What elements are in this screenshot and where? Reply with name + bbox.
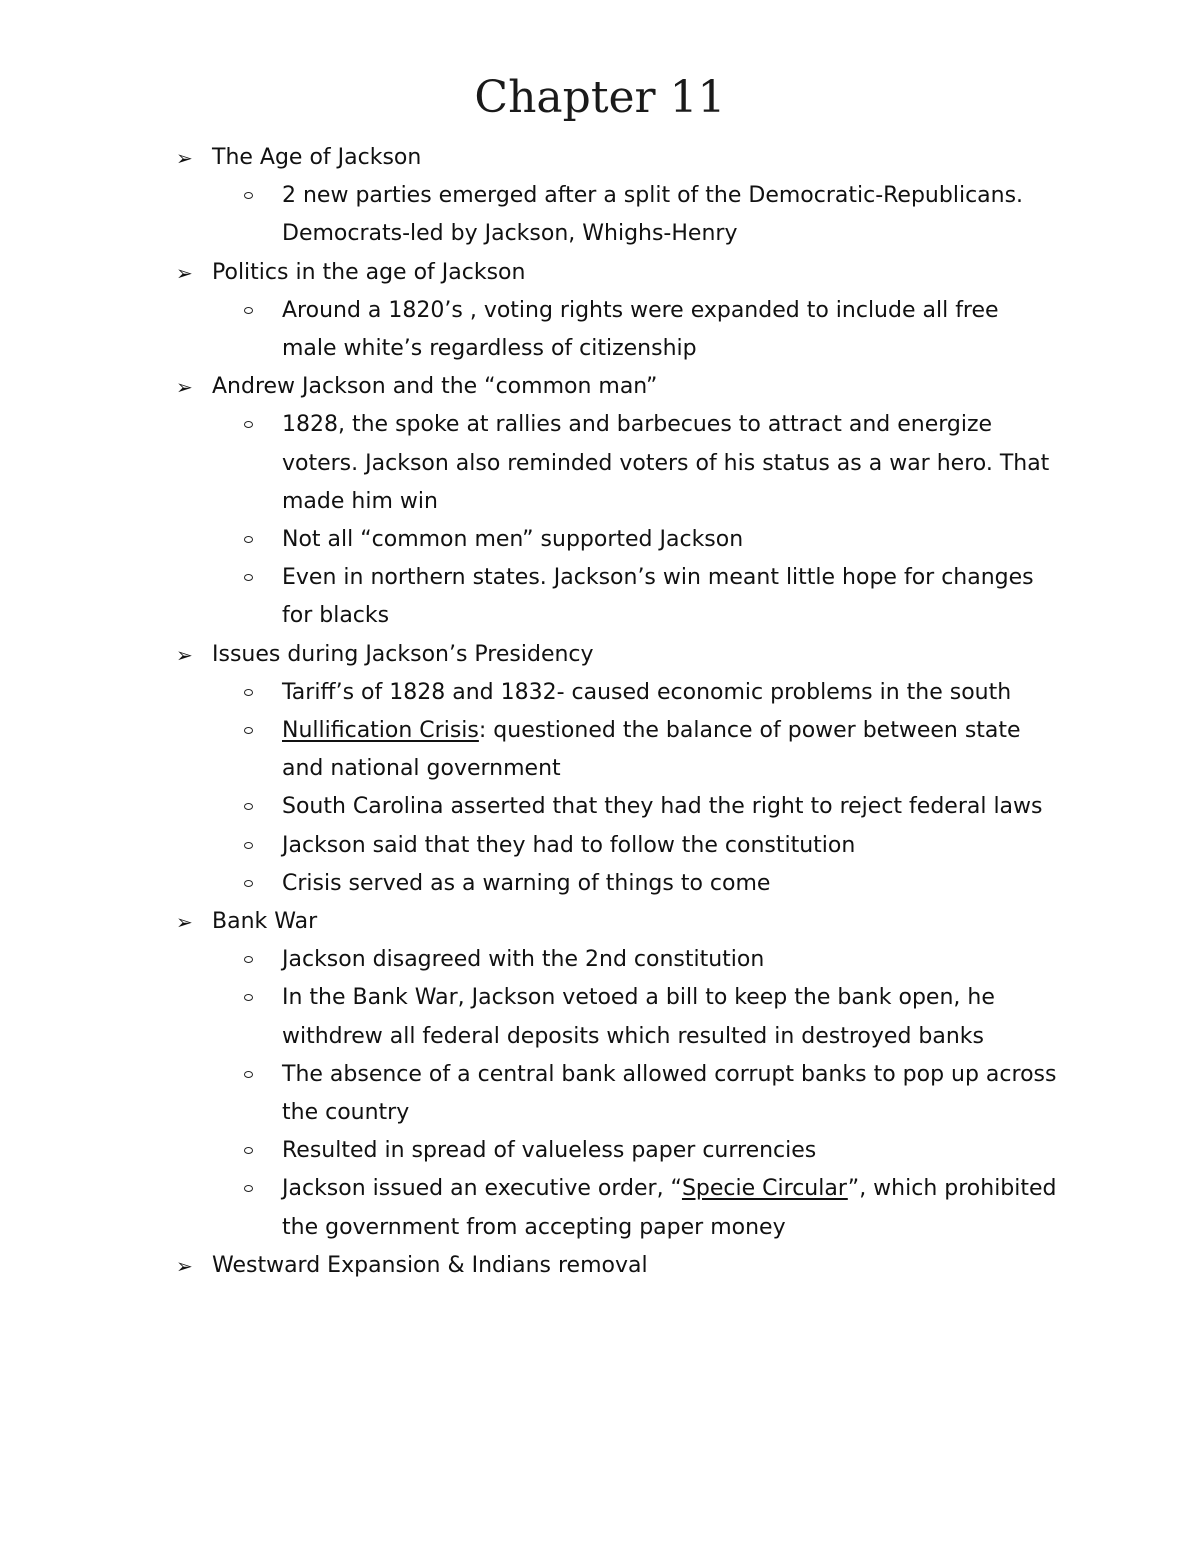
sub-point-list bbox=[212, 292, 1200, 368]
sub-point-text: In the Bank War, Jackson vetoed a bill to keep the bank open, he withdrew all federal deposits which resulted in destroyed banks bbox=[282, 985, 995, 1049]
sub-point-list bbox=[212, 941, 1200, 1247]
circle-bullet-icon bbox=[244, 842, 253, 849]
circle-bullet-icon bbox=[244, 956, 253, 963]
sub-point bbox=[282, 1170, 1057, 1246]
underlined-term: Nullification Crisis bbox=[282, 718, 479, 744]
sub-point bbox=[282, 712, 1057, 788]
topic-heading: Bank War bbox=[212, 909, 318, 935]
topic-heading: Politics in the age of Jackson bbox=[212, 259, 526, 285]
sub-point bbox=[282, 788, 1057, 826]
sub-point-list bbox=[212, 177, 1200, 253]
page-title: Chapter 11 bbox=[474, 72, 726, 123]
circle-bullet-icon bbox=[244, 1071, 253, 1078]
sub-point-text: Jackson said that they had to follow the constitution bbox=[282, 832, 856, 858]
circle-bullet-icon bbox=[244, 994, 253, 1001]
sub-point bbox=[282, 292, 1057, 368]
sub-point bbox=[282, 559, 1057, 635]
topic-heading: Issues during Jackson’s Presidency bbox=[212, 641, 594, 667]
circle-bullet-icon bbox=[244, 307, 253, 314]
topic-item bbox=[0, 636, 1200, 903]
circle-bullet-icon bbox=[244, 727, 253, 734]
sub-point-text: Tariff’s of 1828 and 1832- caused economic problems in the south bbox=[282, 679, 1012, 705]
arrow-bullet-icon: ➢ bbox=[176, 260, 193, 285]
sub-point-text: Crisis served as a warning of things to come bbox=[282, 870, 771, 896]
topic-heading: Westward Expansion & Indians removal bbox=[212, 1252, 648, 1278]
arrow-bullet-icon: ➢ bbox=[176, 910, 193, 935]
sub-point-text: Jackson issued an executive order, “ bbox=[282, 1176, 682, 1202]
sub-point bbox=[282, 674, 1057, 712]
arrow-bullet-icon: ➢ bbox=[176, 146, 193, 170]
notes-outline bbox=[0, 139, 1200, 1285]
circle-bullet-icon bbox=[244, 574, 253, 581]
topic-heading: The Age of Jackson bbox=[212, 145, 422, 170]
circle-bullet-icon bbox=[244, 536, 253, 543]
arrow-bullet-icon: ➢ bbox=[176, 1253, 193, 1278]
sub-point-text: ”, which prohibited the government from accepting paper money bbox=[282, 1176, 1057, 1240]
sub-point bbox=[282, 521, 1057, 559]
sub-point-text: : questioned the balance of power between state and national government bbox=[282, 718, 1021, 782]
topic-item bbox=[0, 139, 1200, 254]
sub-point bbox=[282, 1132, 1057, 1170]
sub-point-text: Resulted in spread of valueless paper currencies bbox=[282, 1138, 817, 1164]
sub-point bbox=[282, 827, 1057, 865]
sub-point-text: Not all “common men” supported Jackson bbox=[282, 527, 744, 553]
topic-item bbox=[0, 1247, 1200, 1285]
topic-heading: Andrew Jackson and the “common man” bbox=[212, 374, 658, 400]
circle-bullet-icon bbox=[244, 421, 253, 428]
circle-bullet-icon bbox=[244, 1185, 253, 1192]
sub-point bbox=[282, 1056, 1057, 1132]
arrow-bullet-icon: ➢ bbox=[176, 375, 193, 400]
circle-bullet-icon bbox=[244, 880, 253, 887]
sub-point bbox=[282, 177, 1057, 253]
sub-point bbox=[282, 941, 1057, 979]
sub-point bbox=[282, 406, 1057, 521]
sub-point bbox=[282, 865, 1057, 903]
sub-point-text: 2 new parties emerged after a split of the Democratic-Republicans. Democrats-led by Jackson, Whighs-Henry bbox=[282, 183, 1024, 247]
sub-point-text: South Carolina asserted that they had the right to reject federal laws bbox=[282, 794, 1043, 820]
arrow-bullet-icon: ➢ bbox=[176, 642, 193, 667]
sub-point-list bbox=[212, 674, 1200, 903]
circle-bullet-icon bbox=[244, 192, 253, 199]
circle-bullet-icon bbox=[244, 1147, 253, 1154]
sub-point bbox=[282, 979, 1057, 1055]
topic-item bbox=[0, 903, 1200, 1247]
circle-bullet-icon bbox=[244, 803, 253, 810]
sub-point-list bbox=[212, 406, 1200, 635]
sub-point-text: The absence of a central bank allowed corrupt banks to pop up across the country bbox=[282, 1061, 1057, 1126]
sub-point-text: Around a 1820’s , voting rights were expanded to include all free male white’s regardless of citizenship bbox=[282, 297, 999, 362]
sub-point-text: 1828, the spoke at rallies and barbecues to attract and energize voters. Jackson also reminded voters of his status as a war hero. That made him win bbox=[282, 412, 1050, 514]
circle-bullet-icon bbox=[244, 689, 253, 696]
sub-point-text: Even in northern states. Jackson’s win meant little hope for changes for blacks bbox=[282, 565, 1034, 629]
topic-item bbox=[0, 254, 1200, 369]
topic-item bbox=[0, 368, 1200, 635]
sub-point-text: Jackson disagreed with the 2nd constitution bbox=[282, 947, 765, 973]
underlined-term: Specie Circular bbox=[681, 1176, 848, 1202]
